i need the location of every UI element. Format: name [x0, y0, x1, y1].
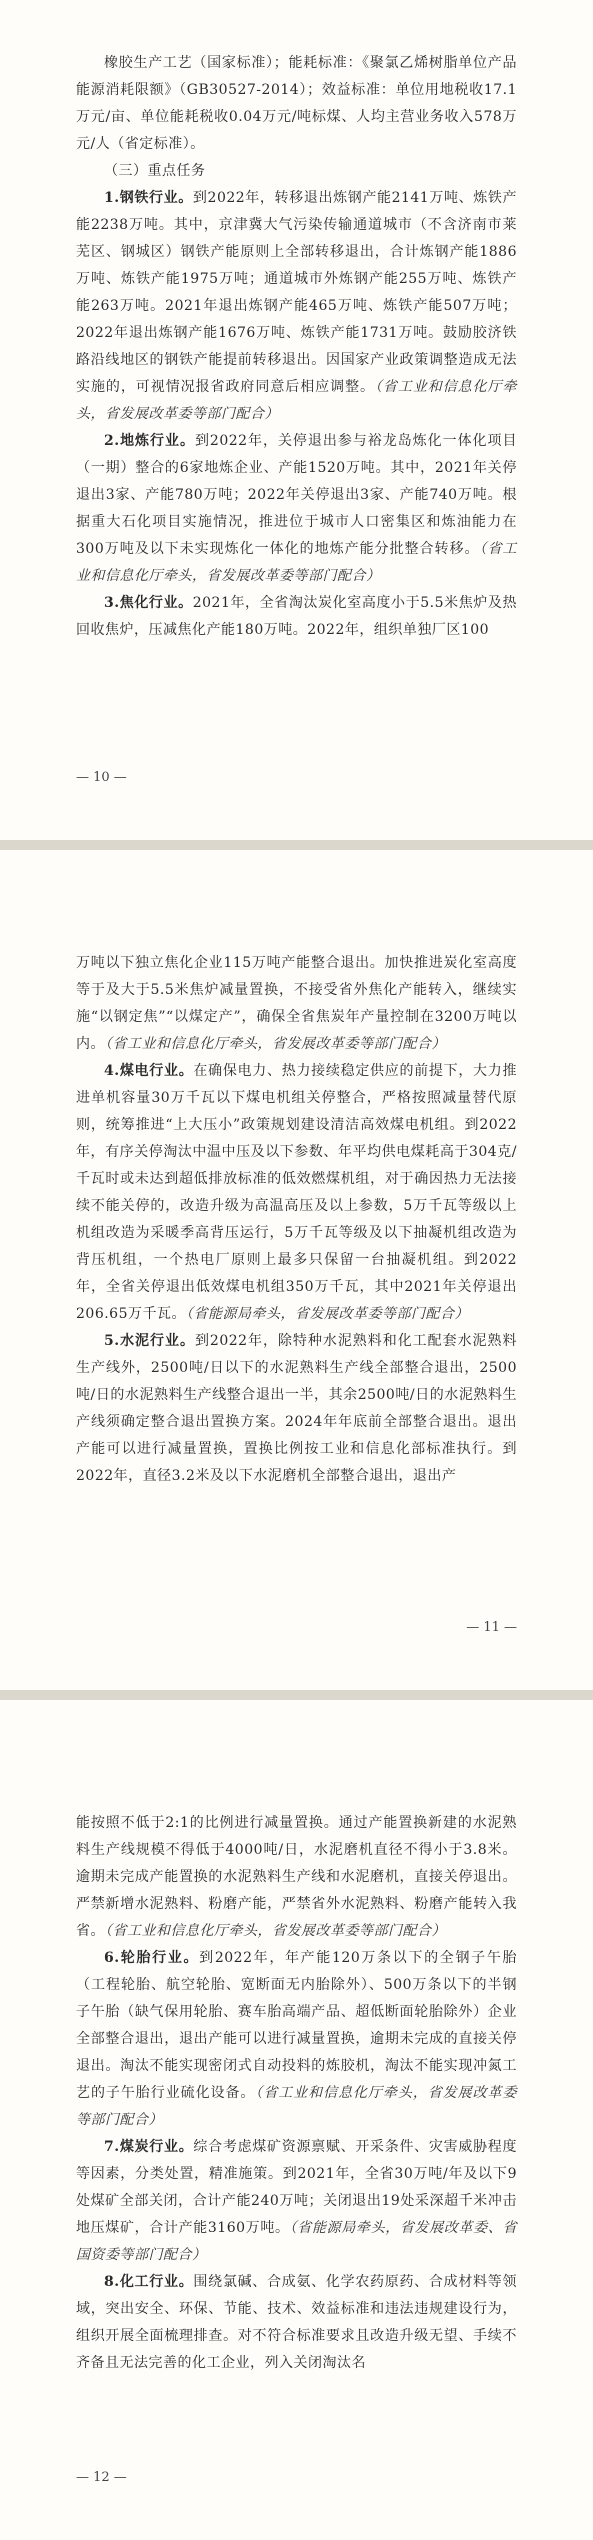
section-heading: 1.钢铁行业。	[104, 190, 193, 206]
section-heading: 7.煤炭行业。	[104, 2139, 194, 2155]
paragraph	[76, 50, 517, 158]
paragraph-text: 在确保电力、热力接续稳定供应的前提下，大力推进单机容量30万千瓦以下煤电机组关停整合，严格按照减量替代原则，统筹推进“上大压小”政策规划建设清洁高效煤电机组。到2022年，有序关停淘汰中温中压及以下参数、年平均供电煤耗高于304克/千瓦时或未达到超低排放标准的低效燃煤机组，对于确因热力无法接续不能关停的，改造升级为高温高压及以上参数，5万千瓦等级以上机组改造为采暖季高背压运行，5万千瓦等级及以下抽凝机组改造为背压机组，一个热电厂原则上最多只保留一台抽凝机组。到2022年，全省关停退出低效煤电机组350万千瓦，其中2021年关停退出206.65万千瓦。	[76, 1063, 517, 1322]
paragraph-text: 到2022年，除特种水泥熟料和化工配套水泥熟料生产线外，2500吨/日以下的水泥熟料生产线全部整合退出，2500吨/日的水泥熟料生产线整合退出一半，其余2500吨/日的水泥熟料生产线须确定整合退出置换方案。2024年年底前全部整合退出。退出产能可以进行减量置换，置换比例按工业和信息化部标准执行。到2022年，直径3.2米及以下水泥磨机全部整合退出，退出产	[76, 1333, 517, 1484]
page-number: — 12 —	[76, 2470, 127, 2485]
section-heading: 4.煤电行业。	[104, 1063, 194, 1079]
paragraph	[76, 2269, 517, 2377]
paragraph	[76, 1945, 517, 2134]
responsibility-note: （省工业和信息化厅牵头，省发展改革委等部门配合）	[105, 1923, 446, 1939]
section-heading: 5.水泥行业。	[104, 1333, 195, 1349]
page-body	[76, 1810, 517, 2377]
section-heading: 6.轮胎行业。	[104, 1950, 200, 1966]
responsibility-note: （省能源局牵头，省发展改革委等部门配合）	[186, 1306, 469, 1322]
paragraph-text: 综合考虑煤矿资源禀赋、开采条件、灾害威胁程度等因素，分类处置，精准施策。到2021年，全省30万吨/年及以下9处煤矿全部关闭，合计产能240万吨；关闭退出19处采深超千米冲击地压煤矿，合计产能3160万吨。	[76, 2139, 517, 2236]
paragraph-text: 围绕氯碱、合成氨、化学农药原药、合成材料等领域，突出安全、环保、节能、技术、效益标准和违法违规建设行为，组织开展全面梳理排查。对不符合标准要求且改造升级无望、手续不齐备且无法完善的化工企业，列入关闭淘汰名	[76, 2274, 517, 2371]
page-body	[76, 950, 517, 1490]
paragraph-text: 到2022年，关停退出参与裕龙岛炼化一体化项目（一期）整合的6家地炼企业、产能1520万吨。其中，2021年关停退出3家、产能780万吨；2022年关停退出3家、产能740万吨。根据重大石化项目实施情况，推进位于城市人口密集区和炼油能力在300万吨及以下未实现炼化一体化的地炼产能分批整合转移。	[76, 433, 517, 557]
responsibility-note: （省工业和信息化厅牵头，省发展改革委等部门配合）	[76, 2085, 518, 2128]
paragraph-text: 万吨以下独立焦化企业115万吨产能整合退出。加快推进炭化室高度等于及大于5.5米焦炉减量置换，不接受省外焦化产能转入，继续实施“以钢定焦”“以煤定产”，确保全省焦炭年产量控制在3200万吨以内。	[76, 955, 517, 1052]
paragraph	[76, 1058, 517, 1328]
paragraph-text: 能按照不低于2:1的比例进行减量置换。通过产能置换新建的水泥熟料生产线规模不得低于4000吨/日，水泥磨机直径不得小于3.8米。逾期未完成产能置换的水泥熟料生产线和水泥磨机，直接关停退出。严禁新增水泥熟料、粉磨产能，严禁省外水泥熟料、粉磨产能转入我省。	[76, 1815, 517, 1939]
paragraph	[76, 590, 517, 644]
document-page	[0, 850, 593, 1690]
paragraph-text: 2021年，全省淘汰炭化室高度小于5.5米焦炉及热回收焦炉，压减焦化产能180万吨。2022年，组织单独厂区100	[76, 595, 517, 638]
paragraph	[76, 1328, 517, 1490]
paragraph-text: （三）重点任务	[104, 163, 206, 179]
document-page	[0, 1700, 593, 2540]
paragraph-text: 橡胶生产工艺（国家标准）；能耗标准：《聚氯乙烯树脂单位产品能源消耗限额》（GB30527-2014）；效益标准：单位用地税收17.1万元/亩、单位能耗税收0.04万元/吨标煤、人均主营业务收入578万元/人（省定标准）。	[76, 55, 517, 152]
paragraph	[76, 428, 517, 590]
page-number: — 10 —	[76, 770, 127, 785]
section-heading: 8.化工行业。	[104, 2274, 194, 2290]
paragraph	[76, 158, 517, 185]
responsibility-note: （省工业和信息化厅牵头，省发展改革委等部门配合）	[76, 379, 518, 422]
paragraph	[76, 1810, 517, 1945]
responsibility-note: （省工业和信息化厅牵头，省发展改革委等部门配合）	[76, 541, 517, 584]
paragraph-text: 到2022年，转移退出炼钢产能2141万吨、炼铁产能2238万吨。其中，京津冀大气污染传输通道城市（不含济南市莱芜区、钢城区）钢铁产能原则上全部转移退出，合计炼钢产能1886万吨、炼铁产能1975万吨；通道城市外炼钢产能255万吨、炼铁产能263万吨。2021年退出炼钢产能465万吨、炼铁产能507万吨；2022年退出炼钢产能1676万吨、炼铁产能1731万吨。鼓励胶济铁路沿线地区的钢铁产能提前转移退出。因国家产业政策调整造成无法实施的，可视情况报省政府同意后相应调整。	[76, 190, 517, 395]
page-number: — 11 —	[466, 1620, 517, 1635]
paragraph-text: 到2022年，年产能120万条以下的全钢子午胎（工程轮胎、航空轮胎、宽断面无内胎除外）、500万条以下的半钢子午胎（缺气保用轮胎、赛车胎高端产品、超低断面轮胎除外）企业全部整合退出，退出产能可以进行减量置换，逾期未完成的直接关停退出。淘汰不能实现密闭式自动投料的炼胶机，淘汰不能实现冲氮工艺的子午胎行业硫化设备。	[76, 1950, 517, 2101]
document-page	[0, 0, 593, 840]
responsibility-note: （省工业和信息化厅牵头，省发展改革委等部门配合）	[105, 1036, 446, 1052]
section-heading: 3.焦化行业。	[104, 595, 193, 611]
paragraph	[76, 950, 517, 1058]
section-heading: 2.地炼行业。	[104, 433, 195, 449]
paragraph	[76, 185, 517, 428]
responsibility-note: （省能源局牵头，省发展改革委、省国资委等部门配合）	[76, 2220, 517, 2263]
page-body	[76, 50, 517, 644]
paragraph	[76, 2134, 517, 2269]
